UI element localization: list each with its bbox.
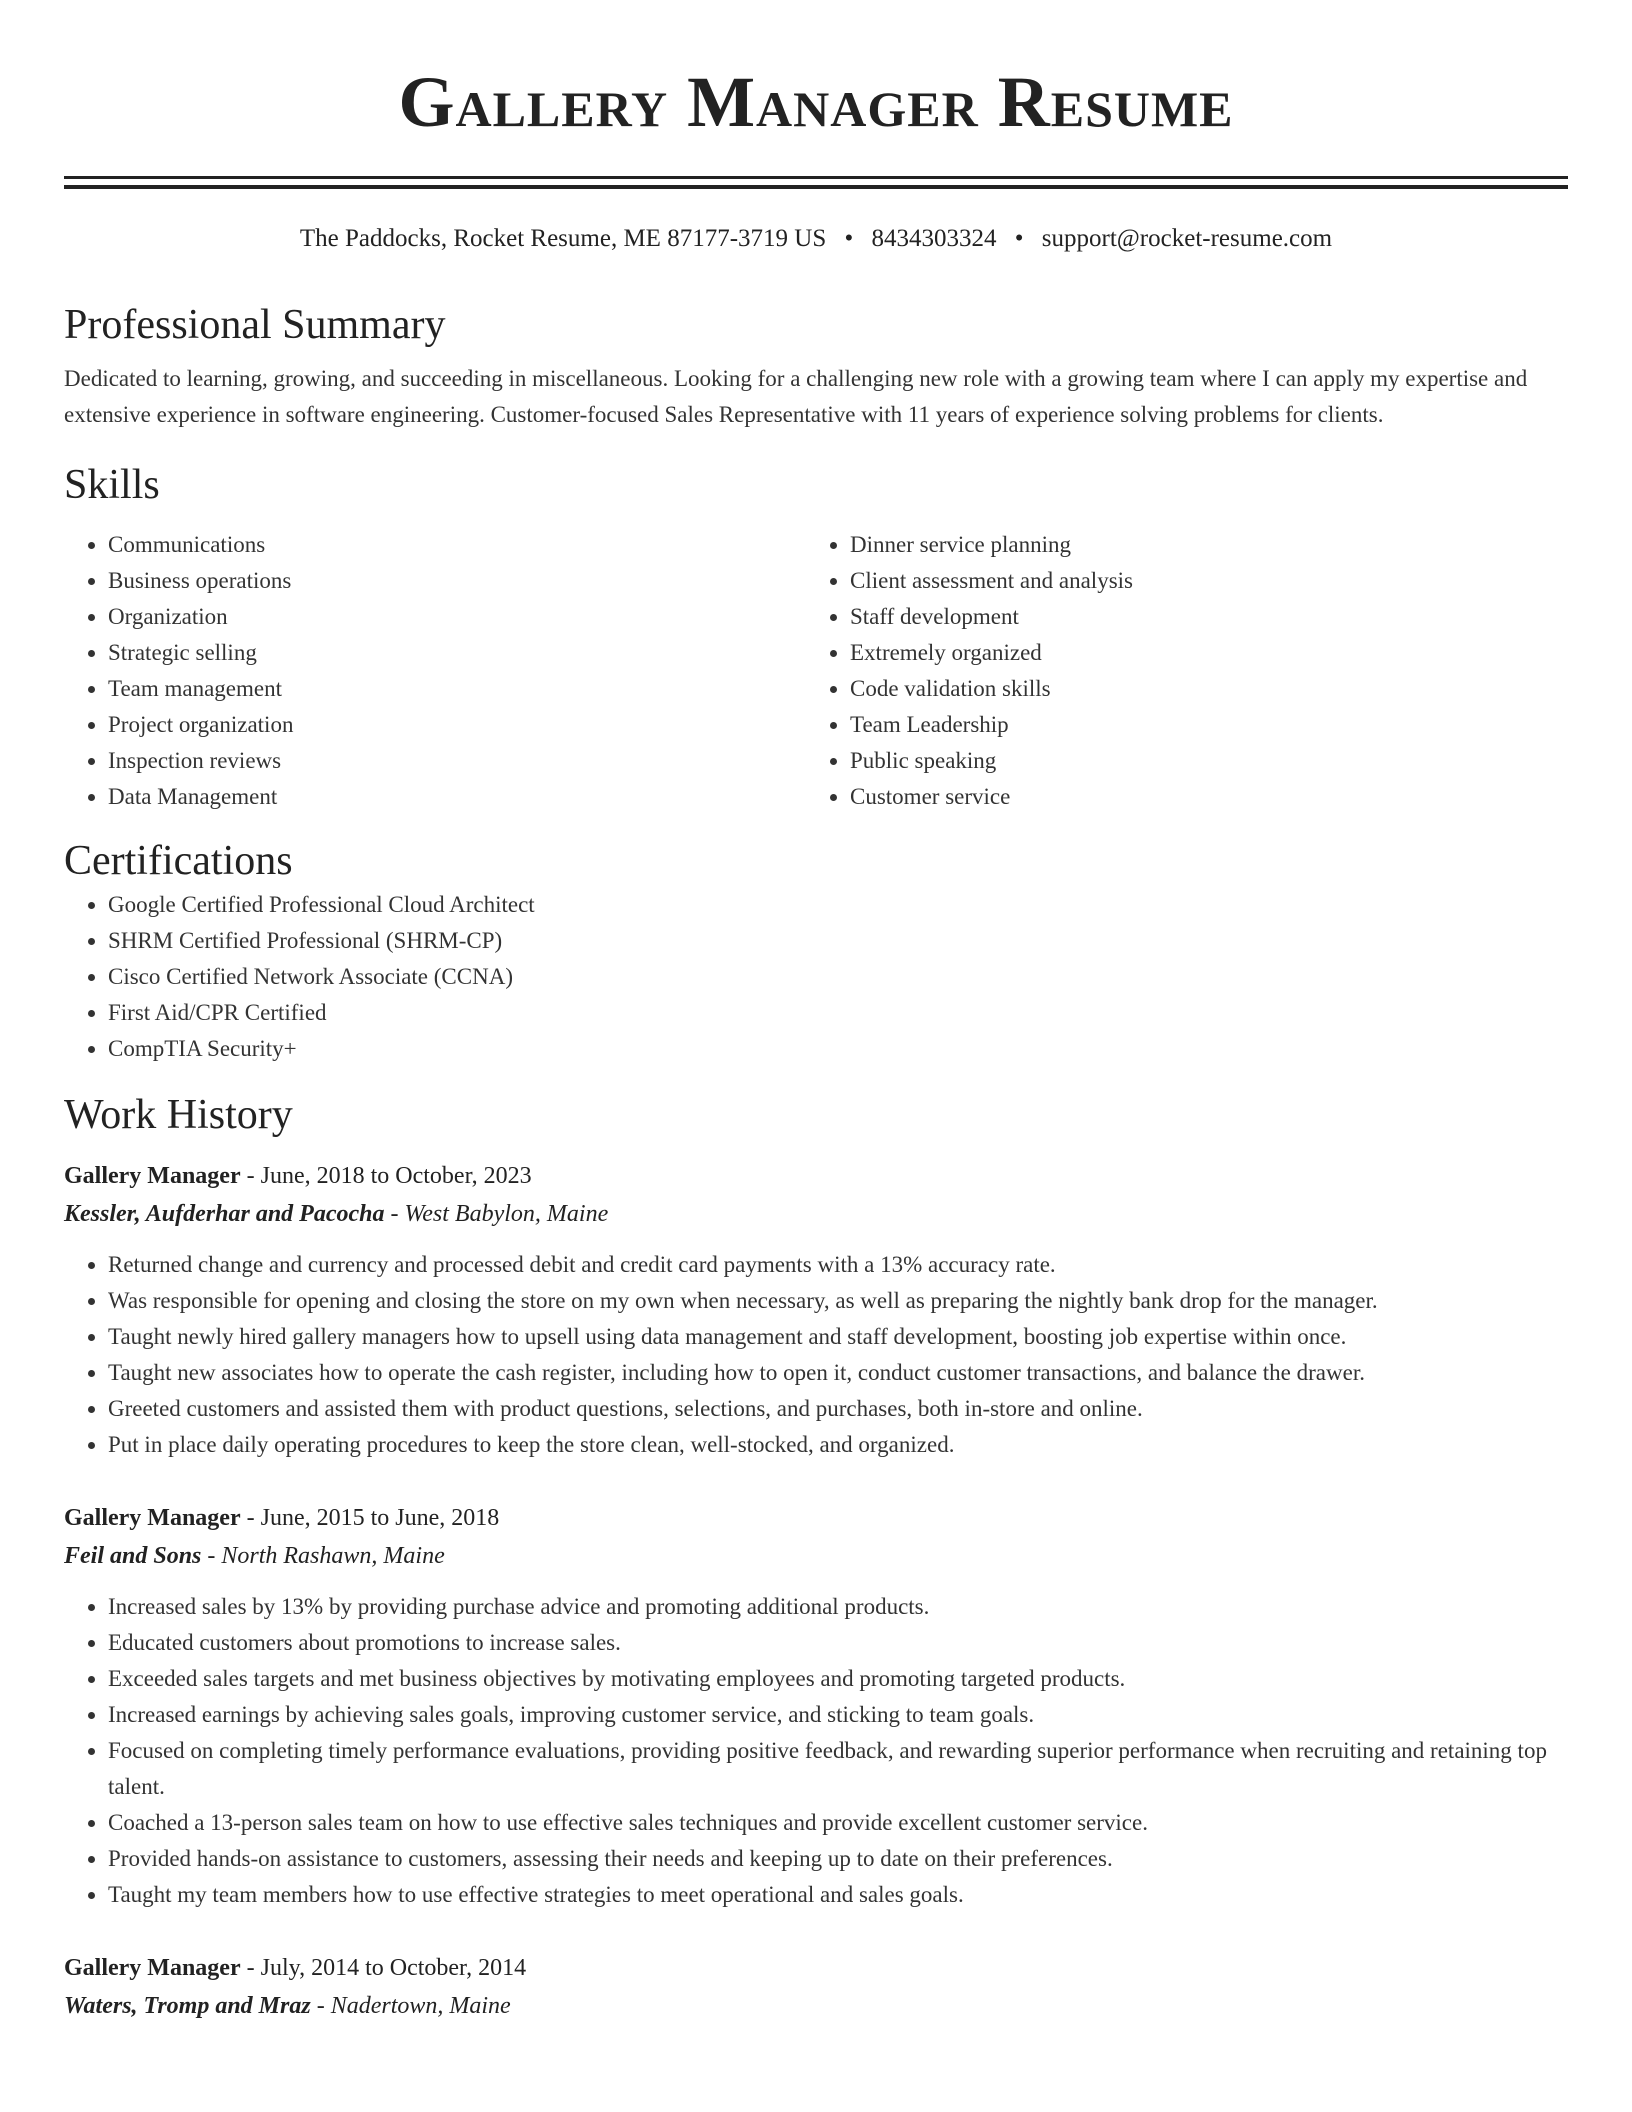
job-location: - North Rashawn, Maine xyxy=(201,1543,445,1569)
certification-item: • SHRM Certified Professional (SHRM-CP) xyxy=(108,923,1568,959)
job-duties xyxy=(64,1247,1568,1463)
skill-item: • Communications xyxy=(108,527,806,563)
skills-list xyxy=(64,527,1568,815)
skill-item: • Strategic selling xyxy=(108,635,806,671)
job-duty-item: • Exceeded sales targets and met business objectives by motivating employees and promoting targeted products. xyxy=(108,1661,1568,1697)
contact-separator: • xyxy=(844,225,854,252)
job-duty-item: • Taught newly hired gallery managers how to upsell using data management and staff development, boosting job expertise within once. xyxy=(108,1319,1568,1355)
title-divider-bottom xyxy=(64,185,1568,189)
job-duty-item: • Increased sales by 13% by providing purchase advice and promoting additional products. xyxy=(108,1589,1568,1625)
job-duty-item: • Educated customers about promotions to increase sales. xyxy=(108,1625,1568,1661)
title-divider-top xyxy=(64,176,1568,179)
job-title-line xyxy=(64,1499,1568,1537)
job-location: - West Babylon, Maine xyxy=(384,1201,609,1227)
job-title-line xyxy=(64,1949,1568,1987)
job-entry xyxy=(64,1157,1568,1463)
page-title: Gallery Manager Resume xyxy=(398,62,1234,142)
certification-item: • CompTIA Security+ xyxy=(108,1031,1568,1067)
skill-item: • Business operations xyxy=(108,563,806,599)
job-dates: - June, 2018 to October, 2023 xyxy=(240,1163,532,1189)
skill-item: • Inspection reviews xyxy=(108,743,806,779)
certification-item: • First Aid/CPR Certified xyxy=(108,995,1568,1031)
job-role: Gallery Manager xyxy=(64,1955,241,1981)
job-duty-item: • Put in place daily operating procedures to keep the store clean, well-stocked, and organized. xyxy=(108,1427,1568,1463)
job-location: - Nadertown, Maine xyxy=(310,1993,511,2019)
skill-item: • Customer service xyxy=(850,779,1548,815)
skill-item: • Code validation skills xyxy=(850,671,1548,707)
contact-email: support@rocket-resume.com xyxy=(1041,225,1333,252)
certifications-heading: Certifications xyxy=(64,838,293,884)
job-duty-item: • Coached a 13-person sales team on how to use effective sales techniques and provide excellent customer service. xyxy=(108,1805,1568,1841)
job-entry xyxy=(64,1499,1568,1913)
job-company-line xyxy=(64,1537,1568,1575)
skill-item: • Dinner service planning xyxy=(850,527,1548,563)
job-duty-item: • Increased earnings by achieving sales goals, improving customer service, and sticking to team goals. xyxy=(108,1697,1568,1733)
skills-column-left xyxy=(64,527,806,815)
job-company-line xyxy=(64,1195,1568,1233)
skill-item: • Public speaking xyxy=(850,743,1548,779)
skill-item: • Team Leadership xyxy=(850,707,1548,743)
skill-item: • Extremely organized xyxy=(850,635,1548,671)
certification-item: • Google Certified Professional Cloud Architect xyxy=(108,887,1568,923)
skill-item: • Data Management xyxy=(108,779,806,815)
skills-heading: Skills xyxy=(64,462,160,508)
job-company: Waters, Tromp and Mraz xyxy=(64,1993,311,2019)
work-history-heading: Work History xyxy=(64,1092,293,1138)
job-duty-item: • Focused on completing timely performance evaluations, providing positive feedback, and rewarding superior performance when recruiting and retaining top talent. xyxy=(108,1733,1568,1805)
certification-item: • Cisco Certified Network Associate (CCNA) xyxy=(108,959,1568,995)
job-dates: - June, 2015 to June, 2018 xyxy=(240,1505,500,1531)
skill-item: • Organization xyxy=(108,599,806,635)
job-role: Gallery Manager xyxy=(64,1505,241,1531)
job-company: Feil and Sons xyxy=(64,1543,202,1569)
skill-item: • Project organization xyxy=(108,707,806,743)
job-dates: - July, 2014 to October, 2014 xyxy=(240,1955,527,1981)
skill-item: • Staff development xyxy=(850,599,1548,635)
job-title-line xyxy=(64,1157,1568,1195)
skill-item: • Team management xyxy=(108,671,806,707)
job-duties xyxy=(64,1589,1568,1913)
job-company: Kessler, Aufderhar and Pacocha xyxy=(64,1201,385,1227)
contact-address: The Paddocks, Rocket Resume, ME 87177-3719 US xyxy=(299,225,827,252)
skill-item: • Client assessment and analysis xyxy=(850,563,1548,599)
summary-heading: Professional Summary xyxy=(64,302,446,348)
job-duty-item: • Taught my team members how to use effective strategies to meet operational and sales goals. xyxy=(108,1877,1568,1913)
job-duty-item: • Greeted customers and assisted them with product questions, selections, and purchases, both in-store and online. xyxy=(108,1391,1568,1427)
contact-phone: 8434303324 xyxy=(871,225,997,252)
skills-column-right xyxy=(806,527,1548,815)
contact-line xyxy=(64,223,1568,255)
job-duty-item: • Was responsible for opening and closing the store on my own when necessary, as well as preparing the nightly bank drop for the manager. xyxy=(108,1283,1568,1319)
summary-text: Dedicated to learning, growing, and succeeding in miscellaneous. Looking for a challenging new role with a growing team where I can apply my expertise and extensive experience in software engineering. Customer-focused Sales Representative with 11 years of experience solving problems for clients. xyxy=(64,366,1528,427)
certifications-list xyxy=(64,887,1568,1067)
contact-separator: • xyxy=(1014,225,1024,252)
job-duty-item: • Returned change and currency and processed debit and credit card payments with a 13% accuracy rate. xyxy=(108,1247,1568,1283)
job-entry xyxy=(64,1949,1568,2025)
job-company-line xyxy=(64,1987,1568,2025)
job-role: Gallery Manager xyxy=(64,1163,241,1189)
job-duty-item: • Provided hands-on assistance to customers, assessing their needs and keeping up to date on their preferences. xyxy=(108,1841,1568,1877)
job-duty-item: • Taught new associates how to operate the cash register, including how to open it, conduct customer transactions, and balance the drawer. xyxy=(108,1355,1568,1391)
